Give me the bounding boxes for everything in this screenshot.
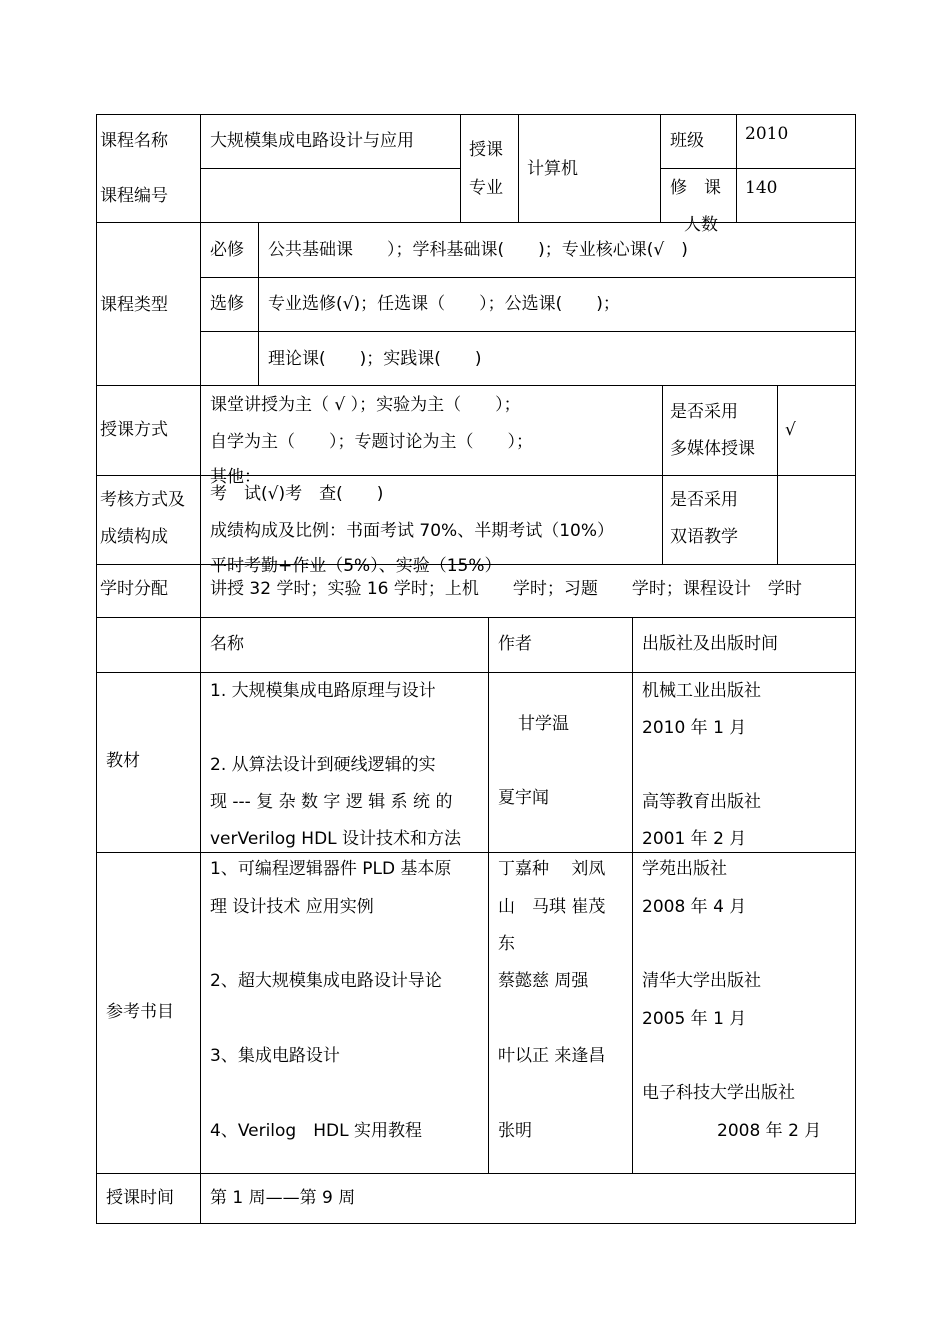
rule-textbook-end xyxy=(96,852,856,853)
schedule-value: 第 1 周——第 9 周 xyxy=(210,1188,356,1208)
ref-3-publisher: 电子科技大学出版社 xyxy=(642,1083,795,1103)
rule-required xyxy=(200,277,856,278)
rule-row1b xyxy=(660,168,856,169)
rule-left xyxy=(96,114,97,1224)
bilingual-label-line1: 是否采用 xyxy=(670,490,738,510)
teaching-line-2: 自学为主（ ）；专题讨论为主（ ）； xyxy=(210,432,533,452)
ref-1-publisher: 学苑出版社 xyxy=(642,859,727,879)
rule-author-col xyxy=(488,617,489,1173)
textbook-1-date: 2010 年 1 月 xyxy=(642,718,747,738)
ref-1-title-line1: 1、可编程逻辑器件 PLD 基本原 xyxy=(210,859,452,879)
course-name-label: 课程名称 xyxy=(100,131,168,151)
theory-practice-options: 理论课( )；实践课( ) xyxy=(268,349,482,369)
reference-label: 参考书目 xyxy=(106,1002,174,1022)
multimedia-label-line2: 多媒体授课 xyxy=(670,439,755,459)
major-label-line2: 专业 xyxy=(469,178,503,198)
rule-major-r xyxy=(518,114,519,222)
rule-class-l xyxy=(660,114,661,222)
rule-publisher-col xyxy=(632,617,633,1173)
assessment-line-3: 平时考勤+作业（5%）、实验（15%） xyxy=(210,556,502,576)
textbook-2-title-line1: 2. 从算法设计到硬线逻辑的实 xyxy=(210,755,436,775)
ref-1-date: 2008 年 4 月 xyxy=(642,897,747,917)
required-label: 必修 xyxy=(210,240,244,260)
ref-1-author-line1: 丁嘉种 刘凤 xyxy=(498,859,606,879)
textbook-1-author: 甘学温 xyxy=(518,714,569,734)
rule-right xyxy=(855,114,856,1224)
rule-bottom xyxy=(96,1223,856,1224)
ref-3-author: 叶以正 来逢昌 xyxy=(498,1046,606,1066)
col-header-publisher: 出版社及出版时间 xyxy=(642,634,778,654)
rule-subtype xyxy=(258,222,259,385)
rule-elective xyxy=(200,331,856,332)
students-value: 140 xyxy=(745,178,778,198)
textbook-2-title-line3: verVerilog HDL 设计技术和方法 xyxy=(210,829,462,849)
col-header-name: 名称 xyxy=(210,634,244,654)
ref-4-author: 张明 xyxy=(498,1121,532,1141)
rule-header-end xyxy=(96,672,856,673)
students-label-line2: 人数 xyxy=(684,215,718,235)
textbook-2-publisher: 高等教育出版社 xyxy=(642,792,761,812)
textbook-1-title: 1. 大规模集成电路原理与设计 xyxy=(210,681,436,701)
elective-label: 选修 xyxy=(210,294,244,314)
assessment-line-2: 成绩构成及比例：书面考试 70%、半期考试（10%） xyxy=(210,521,614,541)
rule-label-col xyxy=(200,114,201,1224)
hours-distribution: 讲授 32 学时；实验 16 学时；上机 学时；习题 学时；课程设计 学时 xyxy=(210,579,802,599)
rule-reference-end xyxy=(96,1173,856,1174)
ref-4-title: 4、Verilog HDL 实用教程 xyxy=(210,1121,422,1141)
rule-multimedia-r xyxy=(777,385,778,564)
schedule-label: 授课时间 xyxy=(106,1188,174,1208)
hours-label: 学时分配 xyxy=(100,579,168,599)
multimedia-checkmark: √ xyxy=(785,420,796,440)
assessment-label-line2: 成绩构成 xyxy=(100,527,168,547)
course-name-value: 大规模集成电路设计与应用 xyxy=(210,131,414,151)
rule-type-end xyxy=(96,385,856,386)
rule-row2 xyxy=(96,222,856,223)
ref-3-title: 3、集成电路设计 xyxy=(210,1046,340,1066)
textbook-2-author: 夏宇闻 xyxy=(498,788,549,808)
textbook-2-title-line2: 现 --- 复 杂 数 字 逻 辑 系 统 的 xyxy=(210,792,453,812)
ref-4-date: 2008 年 2 月 xyxy=(717,1121,822,1141)
textbook-2-date: 2001 年 2 月 xyxy=(642,829,747,849)
teaching-method-label: 授课方式 xyxy=(100,420,168,440)
ref-1-author-line3: 东 xyxy=(498,934,515,954)
ref-2-date: 2005 年 1 月 xyxy=(642,1009,747,1029)
assessment-label-line1: 考核方式及 xyxy=(100,490,185,510)
rule-multimedia-l xyxy=(662,385,663,564)
rule-top xyxy=(96,114,856,115)
rule-major-l xyxy=(460,114,461,222)
multimedia-label-line1: 是否采用 xyxy=(670,402,738,422)
textbook-1-publisher: 机械工业出版社 xyxy=(642,681,761,701)
ref-2-title: 2、超大规模集成电路设计导论 xyxy=(210,971,442,991)
textbook-label: 教材 xyxy=(106,751,140,771)
ref-1-title-line2: 理 设计技术 应用实例 xyxy=(210,897,374,917)
ref-2-publisher: 清华大学出版社 xyxy=(642,971,761,991)
ref-1-author-line2: 山 马琪 崔茂 xyxy=(498,897,606,917)
rule-row1 xyxy=(200,168,460,169)
course-code-label: 课程编号 xyxy=(100,186,168,206)
course-type-label: 课程类型 xyxy=(100,295,168,315)
required-options: 公共基础课 ）；学科基础课( )；专业核心课(√ ) xyxy=(268,240,688,260)
elective-options: 专业选修(√)；任选课（ ）；公选课( )； xyxy=(268,294,620,314)
col-header-author: 作者 xyxy=(498,634,532,654)
students-label-line1: 修 课 xyxy=(670,178,721,198)
major-label-line1: 授课 xyxy=(469,140,503,160)
teaching-line-1: 课堂讲授为主（ √ ）；实验为主（ ）； xyxy=(210,395,521,415)
rule-class-r xyxy=(736,114,737,222)
major-value: 计算机 xyxy=(527,159,578,179)
rule-hours-end xyxy=(96,617,856,618)
class-label: 班级 xyxy=(670,131,704,151)
assessment-line-1: 考 试(√)考 查( ) xyxy=(210,484,384,504)
class-value: 2010 xyxy=(745,124,789,144)
teaching-line-3: 其他： xyxy=(210,467,261,487)
ref-2-author: 蔡懿慈 周强 xyxy=(498,971,589,991)
bilingual-label-line2: 双语教学 xyxy=(670,527,738,547)
